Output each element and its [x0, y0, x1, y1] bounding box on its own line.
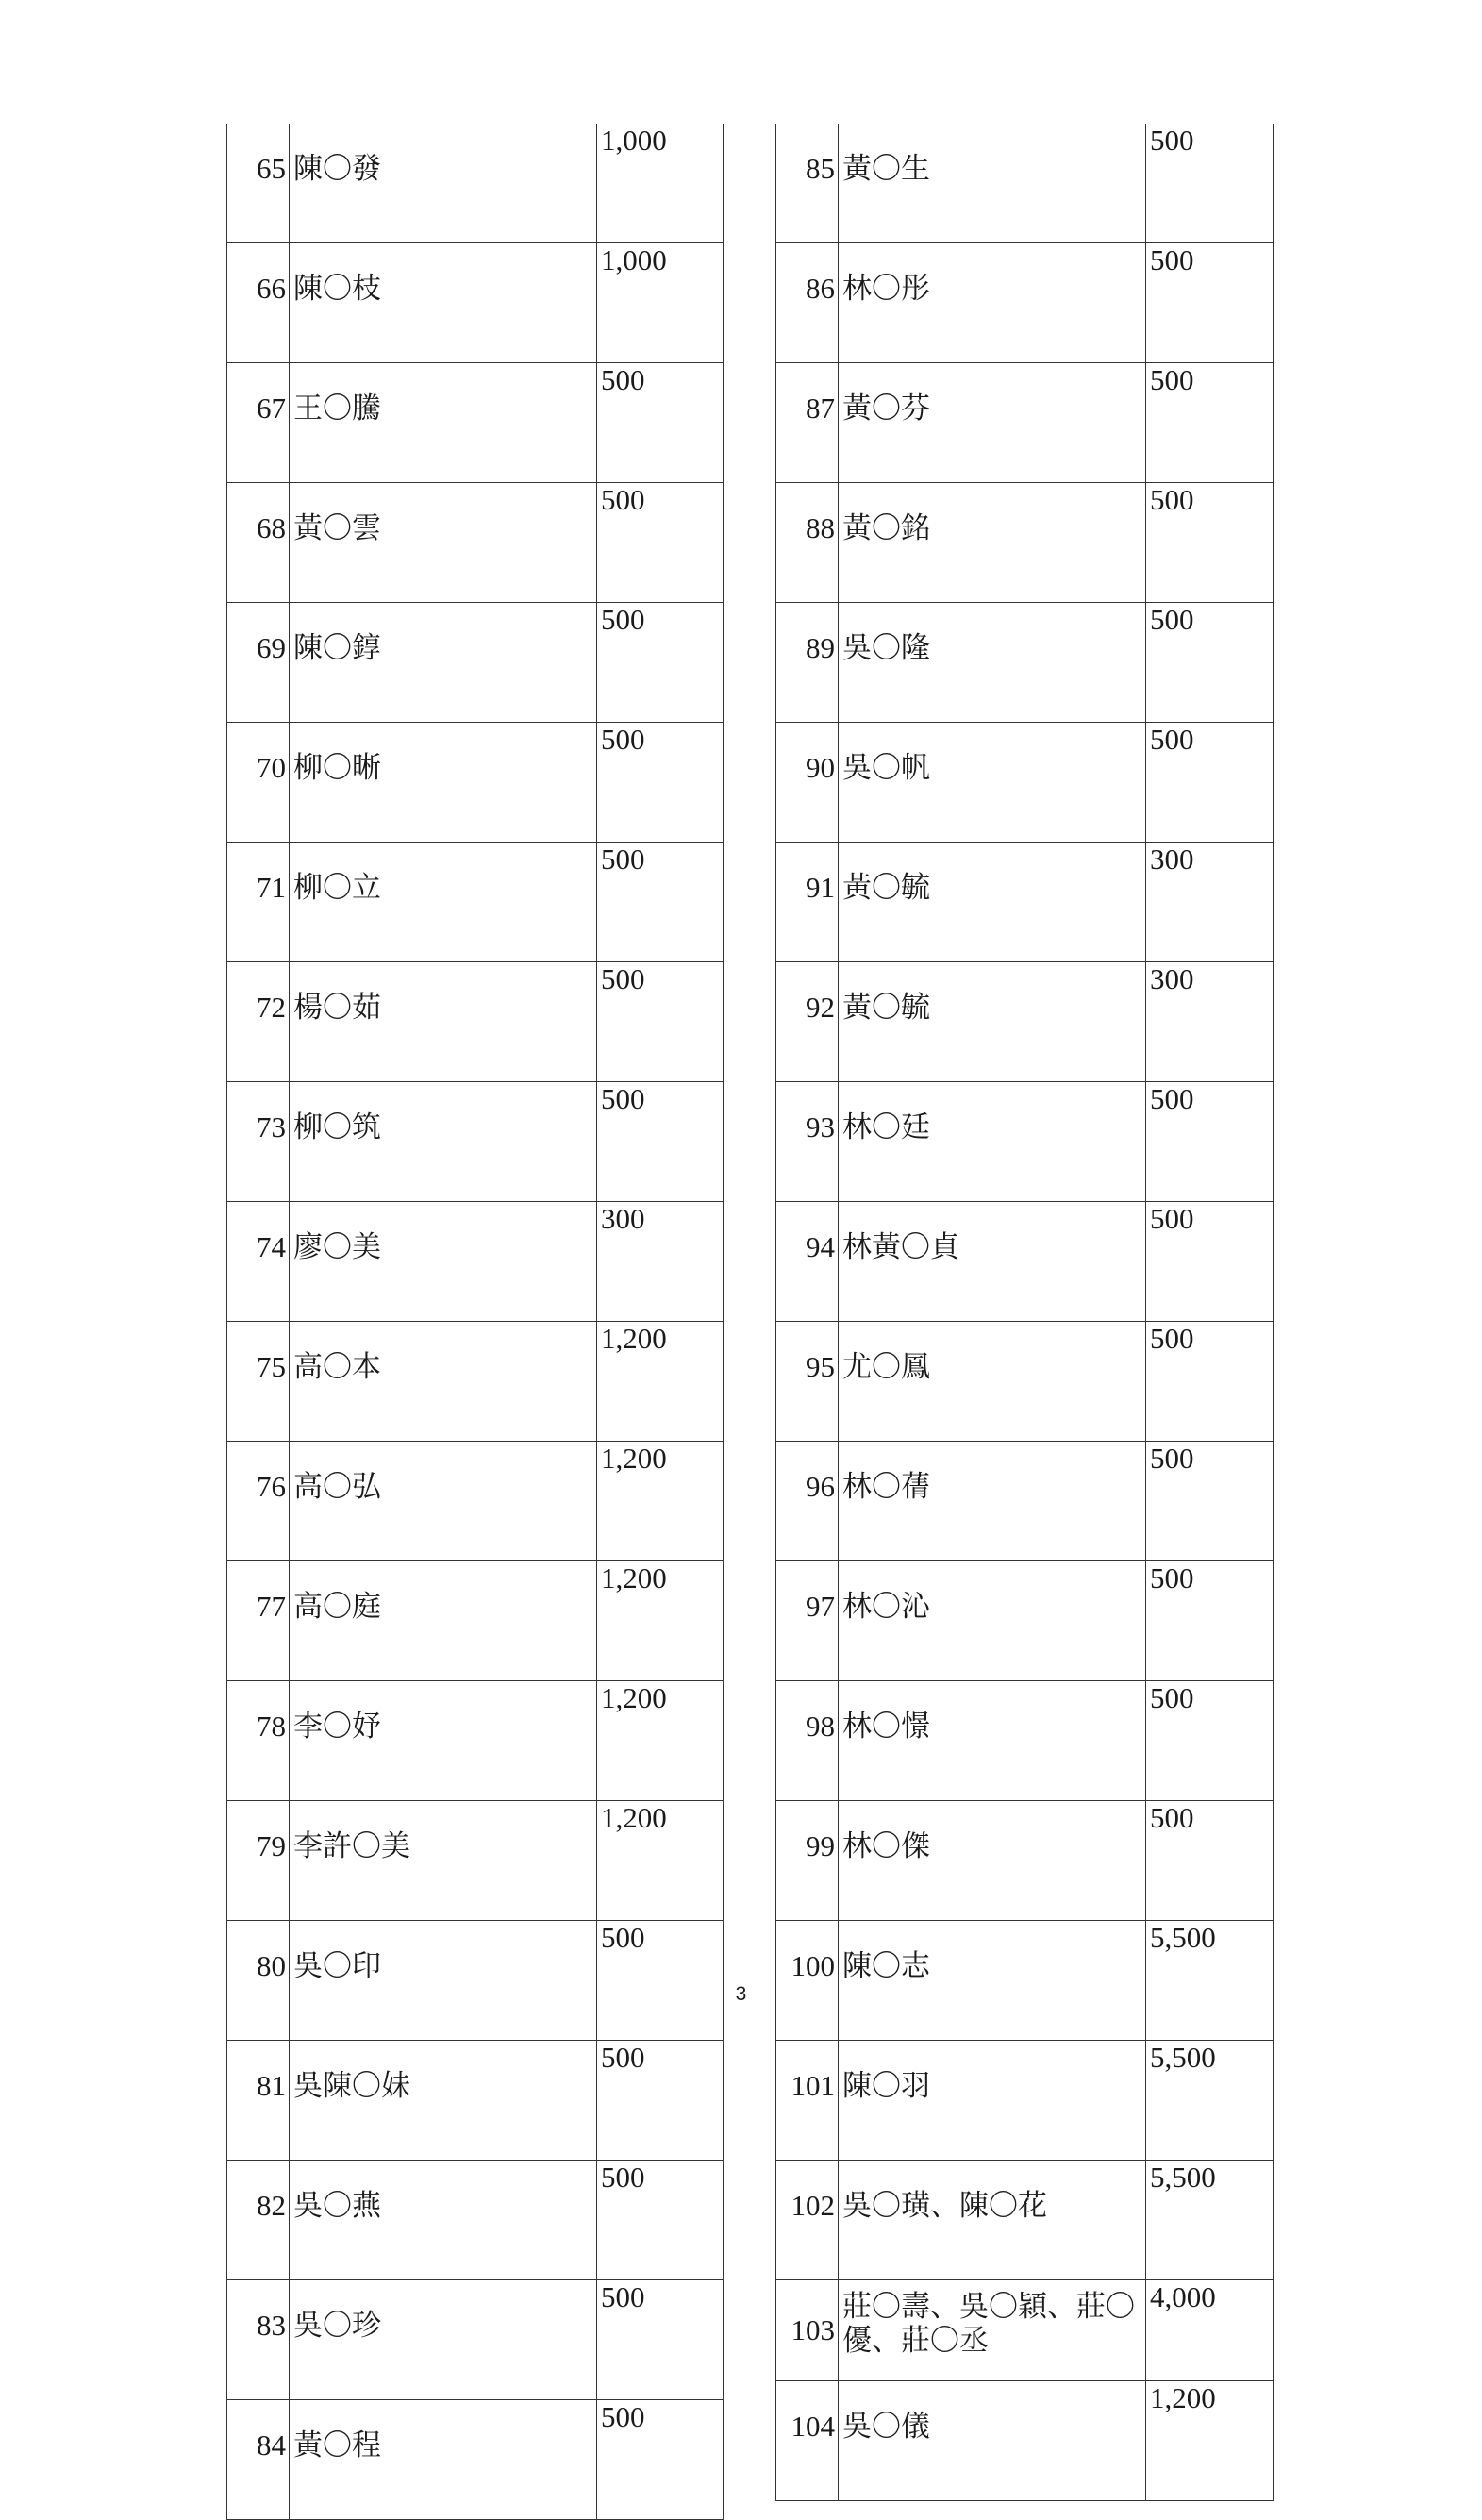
donation-amount: 500	[597, 603, 724, 723]
row-number: 65	[227, 124, 290, 243]
donation-amount: 500	[1146, 1442, 1274, 1561]
donor-name: 林〇彤	[839, 243, 1146, 363]
table-row	[776, 843, 1274, 962]
donation-amount: 500	[1146, 603, 1274, 723]
table-row	[776, 363, 1274, 483]
donor-name: 陳〇枝	[290, 243, 597, 363]
table-row	[227, 603, 724, 723]
table-row	[227, 2280, 724, 2400]
row-number: 92	[776, 962, 839, 1082]
table-row	[776, 2381, 1274, 2501]
table-row	[227, 2400, 724, 2520]
donation-amount: 500	[597, 483, 724, 603]
row-number: 78	[227, 1681, 290, 1801]
table-row	[776, 1561, 1274, 1681]
donation-amount: 500	[597, 2400, 724, 2520]
table-row	[776, 603, 1274, 723]
donor-name: 黃〇生	[839, 124, 1146, 243]
donor-name: 吳〇隆	[839, 603, 1146, 723]
donation-amount: 300	[597, 1202, 724, 1322]
donor-name: 高〇本	[290, 1322, 597, 1442]
donation-amount: 500	[1146, 1801, 1274, 1921]
donation-amount: 1,200	[1146, 2381, 1274, 2501]
donation-amount: 500	[1146, 363, 1274, 483]
table-row	[227, 1442, 724, 1561]
row-number: 90	[776, 723, 839, 843]
donation-amount: 1,200	[597, 1561, 724, 1681]
donor-name: 莊〇壽、吳〇穎、莊〇優、莊〇丞	[839, 2280, 1146, 2381]
donation-amount: 500	[1146, 1202, 1274, 1322]
table-row	[227, 1801, 724, 1921]
table-row	[227, 1681, 724, 1801]
donor-name: 黃〇雲	[290, 483, 597, 603]
donor-name: 柳〇立	[290, 843, 597, 962]
table-row	[227, 2041, 724, 2161]
donor-name: 林〇傑	[839, 1801, 1146, 1921]
row-number: 99	[776, 1801, 839, 1921]
donation-amount: 500	[1146, 243, 1274, 363]
donation-amount: 500	[1146, 1082, 1274, 1202]
row-number: 97	[776, 1561, 839, 1681]
donor-name: 黃〇毓	[839, 843, 1146, 962]
donor-name: 黃〇程	[290, 2400, 597, 2520]
donation-amount: 300	[1146, 962, 1274, 1082]
donor-name: 柳〇晰	[290, 723, 597, 843]
donor-name: 黃〇毓	[839, 962, 1146, 1082]
row-number: 75	[227, 1322, 290, 1442]
table-row	[227, 2161, 724, 2280]
donation-amount: 500	[597, 723, 724, 843]
donation-amount: 1,200	[597, 1801, 724, 1921]
donor-name: 黃〇芬	[839, 363, 1146, 483]
table-row	[227, 483, 724, 603]
table-row	[776, 483, 1274, 603]
row-number: 88	[776, 483, 839, 603]
table-row	[227, 1202, 724, 1322]
table-row	[227, 723, 724, 843]
donation-amount: 500	[597, 363, 724, 483]
table-row	[227, 363, 724, 483]
donor-name: 楊〇茹	[290, 962, 597, 1082]
row-number: 87	[776, 363, 839, 483]
row-number: 89	[776, 603, 839, 723]
row-number: 68	[227, 483, 290, 603]
donor-name: 吳〇燕	[290, 2161, 597, 2280]
row-number: 101	[776, 2041, 839, 2161]
row-number: 83	[227, 2280, 290, 2400]
row-number: 70	[227, 723, 290, 843]
row-number: 95	[776, 1322, 839, 1442]
row-number: 82	[227, 2161, 290, 2280]
table-row	[776, 1202, 1274, 1322]
row-number: 93	[776, 1082, 839, 1202]
row-number: 104	[776, 2381, 839, 2501]
donor-name: 陳〇志	[839, 1921, 1146, 2041]
donor-table-right	[775, 124, 1274, 2501]
row-number: 84	[227, 2400, 290, 2520]
table-row	[776, 1322, 1274, 1442]
donation-amount: 500	[1150, 124, 1194, 157]
donation-amount: 4,000	[1146, 2280, 1274, 2381]
table-row	[227, 1322, 724, 1442]
donation-amount: 500	[597, 962, 724, 1082]
donation-amount: 500	[597, 1082, 724, 1202]
row-number: 91	[776, 843, 839, 962]
donation-amount: 1,200	[597, 1322, 724, 1442]
table-row	[227, 962, 724, 1082]
table-row	[776, 1681, 1274, 1801]
row-number: 67	[227, 363, 290, 483]
donation-amount: 500	[1146, 483, 1274, 603]
table-row	[227, 1082, 724, 1202]
row-number: 72	[227, 962, 290, 1082]
donation-amount: 500	[1146, 1681, 1274, 1801]
donor-name: 吳陳〇妹	[290, 2041, 597, 2161]
table-row	[776, 723, 1274, 843]
donor-table-left	[226, 124, 724, 2520]
table-row	[776, 243, 1274, 363]
donation-amount: 500	[1146, 1561, 1274, 1681]
donor-name: 高〇庭	[290, 1561, 597, 1681]
table-row	[227, 124, 724, 243]
donor-name: 林〇廷	[839, 1082, 1146, 1202]
donation-amount: 1,000	[597, 243, 724, 363]
donor-name: 林黃〇貞	[839, 1202, 1146, 1322]
donation-amount: 500	[597, 1921, 724, 2041]
donation-amount: 500	[597, 2280, 724, 2400]
donor-name: 柳〇筑	[290, 1082, 597, 1202]
row-number: 103	[776, 2280, 839, 2381]
page-number: 3	[735, 1983, 747, 2005]
donor-name: 吳〇印	[290, 1921, 597, 2041]
row-number: 85	[776, 124, 839, 243]
row-number: 80	[227, 1921, 290, 2041]
donation-amount: 500	[597, 2041, 724, 2161]
donor-name: 陳〇發	[290, 124, 597, 243]
row-number: 66	[227, 243, 290, 363]
donation-amount: 5,500	[1146, 1921, 1274, 2041]
table-row	[776, 2280, 1274, 2381]
row-number: 74	[227, 1202, 290, 1322]
row-number: 96	[776, 1442, 839, 1561]
row-number: 77	[227, 1561, 290, 1681]
table-row	[227, 243, 724, 363]
donation-amount: 500	[597, 2161, 724, 2280]
donation-amount: 500	[1146, 1322, 1274, 1442]
donor-name: 吳〇珍	[290, 2280, 597, 2400]
table-row	[776, 1442, 1274, 1561]
donation-amount: 500	[1146, 723, 1274, 843]
table-row	[776, 2041, 1274, 2161]
donor-name: 李許〇美	[290, 1801, 597, 1921]
row-number: 100	[776, 1921, 839, 2041]
donor-name: 林〇蒨	[839, 1442, 1146, 1561]
donor-name: 林〇憬	[839, 1681, 1146, 1801]
donor-name: 尤〇鳳	[839, 1322, 1146, 1442]
table-row	[776, 1082, 1274, 1202]
row-number: 102	[776, 2161, 839, 2280]
donor-name: 廖〇美	[290, 1202, 597, 1322]
donor-name: 王〇騰	[290, 363, 597, 483]
table-row	[776, 1921, 1274, 2041]
row-number: 71	[227, 843, 290, 962]
table-row	[776, 1801, 1274, 1921]
donor-name: 黃〇銘	[839, 483, 1146, 603]
donation-amount: 1,200	[597, 1442, 724, 1561]
row-number: 73	[227, 1082, 290, 1202]
table-row	[227, 1561, 724, 1681]
row-number: 86	[776, 243, 839, 363]
donation-amount: 500	[597, 843, 724, 962]
row-number: 76	[227, 1442, 290, 1561]
table-row	[776, 2161, 1274, 2280]
row-number: 94	[776, 1202, 839, 1322]
donor-name: 陳〇錞	[290, 603, 597, 723]
row-number: 79	[227, 1801, 290, 1921]
donor-name: 高〇弘	[290, 1442, 597, 1561]
donation-amount: 300	[1146, 843, 1274, 962]
table-row	[227, 1921, 724, 2041]
donation-amount: 5,500	[1146, 2041, 1274, 2161]
donor-name: 吳〇帆	[839, 723, 1146, 843]
table-row	[776, 124, 1274, 243]
donor-name: 李〇妤	[290, 1681, 597, 1801]
row-number: 69	[227, 603, 290, 723]
donor-name: 陳〇羽	[839, 2041, 1146, 2161]
table-row	[776, 962, 1274, 1082]
row-number: 81	[227, 2041, 290, 2161]
donation-amount: 1,200	[597, 1681, 724, 1801]
donation-amount: 5,500	[1146, 2161, 1274, 2280]
table-row	[227, 843, 724, 962]
donor-name: 吳〇儀	[839, 2381, 1146, 2501]
donor-name: 林〇沁	[839, 1561, 1146, 1681]
donor-name: 吳〇璜、陳〇花	[839, 2161, 1146, 2280]
row-number: 98	[776, 1681, 839, 1801]
donation-amount: 1,000	[601, 124, 667, 157]
